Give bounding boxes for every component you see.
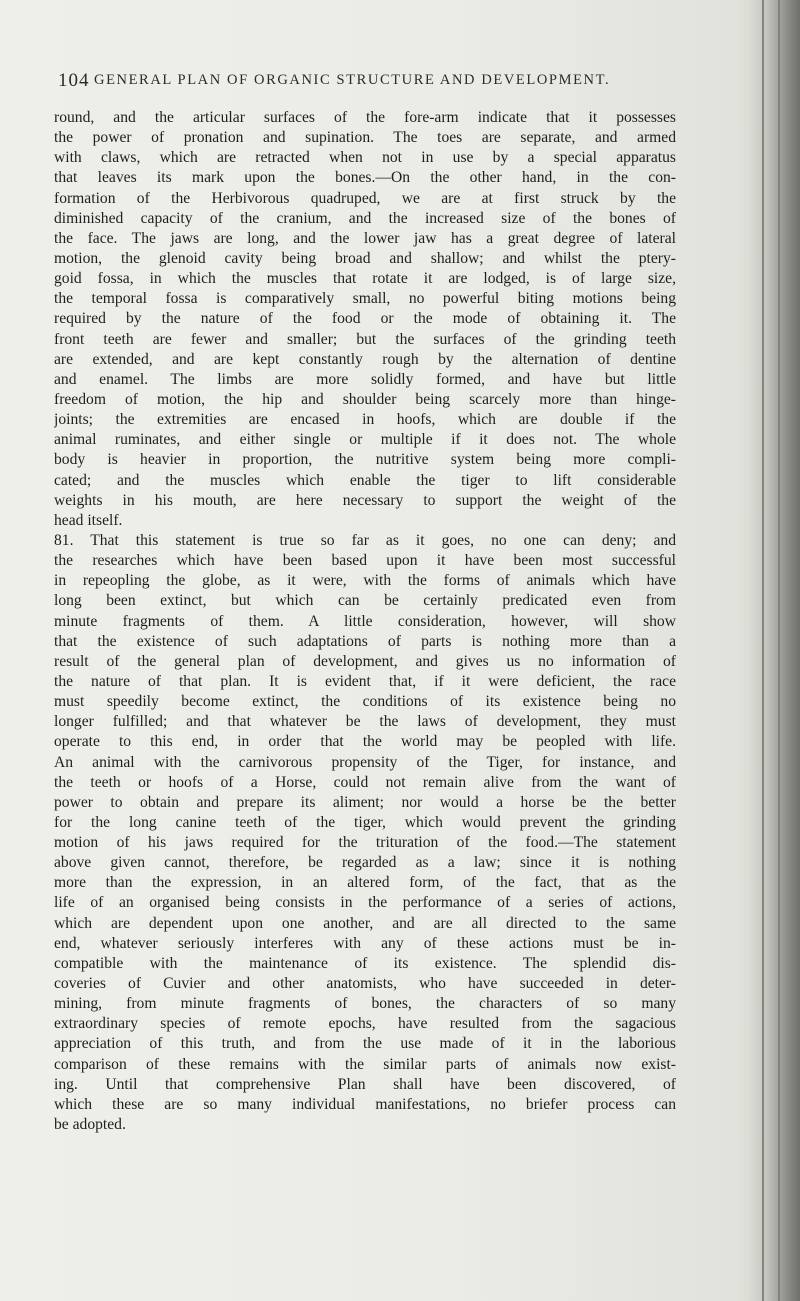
text-line: more than the expression, in an altered form, of the fact, that as the (54, 874, 676, 892)
running-title: GENERAL PLAN OF ORGANIC STRUCTURE AND DEVELOPMENT. (94, 72, 611, 88)
text-line: formation of the Herbivorous quadruped, we are at first struck by the (54, 189, 676, 207)
text-line: the nature of that plan. It is evident that, if it were deficient, the race (54, 672, 676, 690)
text-line: weights in his mouth, are here necessary to support the weight of the (54, 491, 676, 509)
text-line: which are dependent upon one another, and are all directed to the same (54, 914, 676, 932)
text-line: animal ruminates, and either single or multiple if it does not. The whole (54, 431, 676, 449)
text-line: 81. That this statement is true so far as it goes, no one can deny; and (54, 531, 676, 549)
text-line: end, whatever seriously interferes with any of these actions must be in- (54, 934, 676, 952)
text-line: which these are so many individual manifestations, no briefer process can (54, 1095, 676, 1113)
text-line: must speedily become extinct, the conditions of its existence being no (54, 693, 676, 711)
text-line: long been extinct, but which can be certainly predicated even from (54, 592, 676, 610)
text-line: motion, the glenoid cavity being broad and shallow; and whilst the ptery- (54, 249, 676, 267)
text-line: head itself. (54, 511, 123, 529)
text-line: that leaves its mark upon the bones.—On the other hand, in the con- (54, 169, 676, 187)
text-line: An animal with the carnivorous propensity of the Tiger, for instance, and (54, 753, 676, 771)
text-line: cated; and the muscles which enable the tiger to lift considerable (54, 471, 676, 489)
text-line: required by the nature of the food or the mode of obtaining it. The (54, 310, 676, 328)
text-line: be adopted. (54, 1116, 126, 1134)
text-line: mining, from minute fragments of bones, the characters of so many (54, 995, 676, 1013)
text-line: power to obtain and prepare its aliment; nor would a horse be the better (54, 793, 676, 811)
page-edge-shadow (748, 0, 800, 1301)
page-edge-line (762, 0, 764, 1301)
text-line: the teeth or hoofs of a Horse, could not remain alive from the want of (54, 773, 676, 791)
text-line: joints; the extremities are encased in hoofs, which are double if the (54, 411, 676, 429)
text-line: motion of his jaws required for the trituration of the food.—The statement (54, 834, 676, 852)
text-line: the power of pronation and supination. The toes are separate, and armed (54, 129, 676, 147)
text-line: front teeth are fewer and smaller; but the surfaces of the grinding teeth (54, 330, 676, 348)
text-line: diminished capacity of the cranium, and the increased size of the bones of (54, 209, 676, 227)
text-line: life of an organised being consists in the performance of a series of actions, (54, 894, 676, 912)
text-line: body is heavier in proportion, the nutritive system being more compli- (54, 451, 676, 469)
page-number: 104 (58, 70, 90, 91)
text-line: and enamel. The limbs are more solidly formed, and have but little (54, 370, 676, 388)
page-edge-line (778, 0, 780, 1301)
text-line: longer fulfilled; and that whatever be the laws of development, they must (54, 713, 676, 731)
text-line: result of the general plan of development, and gives us no information of (54, 652, 676, 670)
text-line: the temporal fossa is comparatively small, no powerful biting motions being (54, 290, 676, 308)
text-line: the researches which have been based upon it have been most successful (54, 552, 676, 570)
text-line: with claws, which are retracted when not in use by a special apparatus (54, 149, 676, 167)
text-line: above given cannot, therefore, be regarded as a law; since it is nothing (54, 854, 676, 872)
text-line: compatible with the maintenance of its existence. The splendid dis- (54, 954, 676, 972)
text-line: round, and the articular surfaces of the fore-arm indicate that it possesses (54, 109, 676, 126)
text-line: in repeopling the globe, as it were, with the forms of animals which have (54, 572, 676, 590)
text-line: for the long canine teeth of the tiger, which would prevent the grinding (54, 813, 676, 831)
page-header (58, 70, 678, 92)
text-line: ing. Until that comprehensive Plan shall have been discovered, of (54, 1075, 676, 1093)
text-line: operate to this end, in order that the world may be peopled with life. (54, 733, 676, 751)
text-line: coveries of Cuvier and other anatomists, who have succeeded in deter- (54, 975, 676, 993)
text-line: appreciation of this truth, and from the use made of it in the laborious (54, 1035, 676, 1053)
text-line: comparison of these remains with the similar parts of animals now exist- (54, 1055, 676, 1073)
text-line: freedom of motion, the hip and shoulder being scarcely more than hinge- (54, 390, 676, 408)
text-line: that the existence of such adaptations of parts is nothing more than a (54, 632, 676, 650)
text-line: goid fossa, in which the muscles that rotate it are lodged, is of large size, (54, 270, 676, 288)
text-line: the face. The jaws are long, and the lower jaw has a great degree of lateral (54, 229, 676, 247)
text-line: are extended, and are kept constantly rough by the alternation of dentine (54, 350, 676, 368)
text-line: minute fragments of them. A little consideration, however, will show (54, 612, 676, 630)
body-text (54, 108, 676, 1135)
text-line: extraordinary species of remote epochs, have resulted from the sagacious (54, 1015, 676, 1033)
